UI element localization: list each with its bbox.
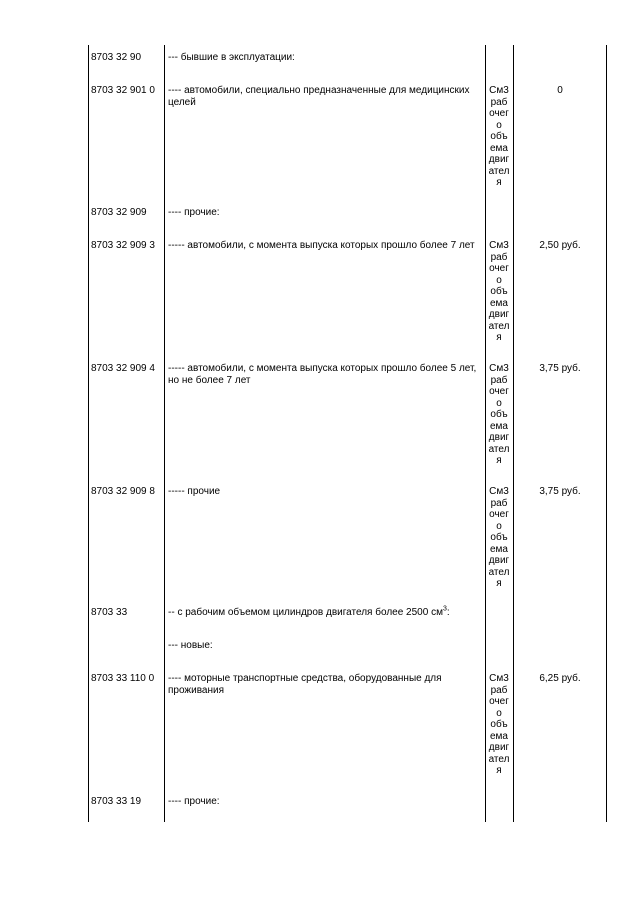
duty-rate: 3,75 руб. [539, 363, 581, 374]
goods-description: ---- прочие: [168, 796, 220, 807]
goods-description: ----- прочие [168, 486, 221, 497]
goods-description: --- новые: [168, 640, 213, 651]
unit-of-measure: См3 раб очег о объ ема двиг ател я [488, 363, 510, 466]
duty-rate: 3,75 руб. [539, 486, 581, 497]
column-divider-code [164, 45, 165, 822]
unit-of-measure: См3 раб очег о объ ема двиг ател я [488, 85, 510, 188]
unit-of-measure: См3 раб очег о объ ема двиг ател я [488, 240, 510, 343]
tariff-code: 8703 32 909 [91, 207, 147, 218]
tariff-code: 8703 32 909 8 [91, 486, 155, 497]
duty-rate: 6,25 руб. [539, 673, 581, 684]
tariff-code: 8703 33 [91, 607, 128, 618]
tariff-code: 8703 32 909 3 [91, 240, 155, 251]
tariff-code: 8703 32 909 4 [91, 363, 155, 374]
column-divider-desc [485, 45, 486, 822]
tariff-code: 8703 32 901 0 [91, 85, 155, 96]
goods-description: ---- автомобили, специально предназначенные для медицинских целей [168, 85, 470, 108]
tariff-code: 8703 32 90 [91, 52, 142, 63]
table-border-left [88, 45, 89, 822]
unit-of-measure: См3 раб очег о объ ема двиг ател я [488, 673, 510, 776]
tariff-code: 8703 33 110 0 [91, 673, 155, 684]
tariff-code: 8703 33 19 [91, 796, 142, 807]
duty-rate: 0 [557, 85, 563, 96]
goods-description: --- бывшие в эксплуатации: [168, 52, 295, 63]
goods-description: ----- автомобили, с момента выпуска которых прошло более 5 лет, но не более 7 лет [168, 363, 477, 386]
goods-description: -- с рабочим объемом цилиндров двигателя более 2500 $см^3$: [168, 605, 450, 618]
goods-description: ---- прочие: [168, 207, 220, 218]
unit-of-measure: См3 раб очег о объ ема двиг ател я [488, 486, 510, 589]
goods-description: ---- моторные транспортные средства, оборудованные для проживания [168, 673, 442, 696]
duty-rate: 2,50 руб. [539, 240, 581, 251]
table-border-right [606, 45, 607, 822]
goods-description: ----- автомобили, с момента выпуска которых прошло более 7 лет [168, 240, 475, 251]
column-divider-unit [513, 45, 514, 822]
